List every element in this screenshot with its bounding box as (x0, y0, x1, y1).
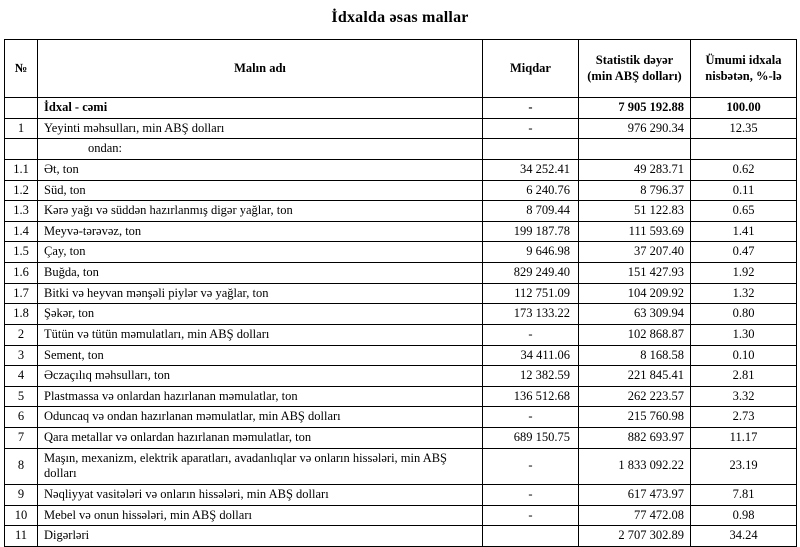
table-row (5, 159, 797, 180)
cell-statistical-value: 882 693.97 (579, 428, 691, 449)
cell-quantity: 136 512.68 (483, 386, 579, 407)
cell-statistical-value: 1 833 092.22 (579, 448, 691, 484)
cell-quantity: - (483, 324, 579, 345)
cell-row-number: 1.8 (5, 304, 38, 325)
cell-quantity: - (483, 448, 579, 484)
cell-statistical-value: 215 760.98 (579, 407, 691, 428)
cell-statistical-value: 7 905 192.88 (579, 98, 691, 119)
cell-share-percent: 23.19 (691, 448, 797, 484)
column-header-value: Statistik dəyər (min ABŞ dolları) (579, 40, 691, 98)
cell-goods-name: Ət, ton (38, 159, 483, 180)
cell-statistical-value: 151 427.93 (579, 263, 691, 284)
cell-quantity: 34 411.06 (483, 345, 579, 366)
cell-goods-name: Yeyinti məhsulları, min ABŞ dolları (38, 118, 483, 139)
column-header-name: Malın adı (38, 40, 483, 98)
cell-row-number: 1.5 (5, 242, 38, 263)
cell-row-number: 4 (5, 366, 38, 387)
cell-quantity: - (483, 98, 579, 119)
table-row (5, 304, 797, 325)
cell-statistical-value: 8 796.37 (579, 180, 691, 201)
cell-statistical-value: 111 593.69 (579, 221, 691, 242)
table-row (5, 448, 797, 484)
cell-quantity: 9 646.98 (483, 242, 579, 263)
cell-row-number: 1.3 (5, 201, 38, 222)
cell-goods-name: Mebel və onun hissələri, min ABŞ dolları (38, 505, 483, 526)
cell-share-percent: 11.17 (691, 428, 797, 449)
cell-goods-name: Kərə yağı və süddən hazırlanmış digər yağlar, ton (38, 201, 483, 222)
cell-goods-name: Buğda, ton (38, 263, 483, 284)
column-header-share: Ümumi idxala nisbətən, %-lə (691, 40, 797, 98)
cell-goods-name: Digərləri (38, 526, 483, 547)
cell-quantity: 689 150.75 (483, 428, 579, 449)
column-header-quantity: Miqdar (483, 40, 579, 98)
table-row (5, 283, 797, 304)
cell-statistical-value: 2 707 302.89 (579, 526, 691, 547)
cell-goods-name: Əczaçılıq məhsulları, ton (38, 366, 483, 387)
cell-share-percent: 0.11 (691, 180, 797, 201)
table-row (5, 139, 797, 160)
cell-statistical-value: 63 309.94 (579, 304, 691, 325)
cell-row-number: 7 (5, 428, 38, 449)
cell-statistical-value: 102 868.87 (579, 324, 691, 345)
column-header-no: № (5, 40, 38, 98)
cell-statistical-value: 77 472.08 (579, 505, 691, 526)
cell-share-percent: 1.32 (691, 283, 797, 304)
table-row (5, 324, 797, 345)
table-row (5, 242, 797, 263)
cell-share-percent: 1.30 (691, 324, 797, 345)
table-row (5, 118, 797, 139)
cell-quantity: 199 187.78 (483, 221, 579, 242)
cell-statistical-value: 617 473.97 (579, 484, 691, 505)
cell-share-percent: 0.98 (691, 505, 797, 526)
cell-row-number (5, 98, 38, 119)
table-header-row (5, 40, 797, 98)
cell-statistical-value: 37 207.40 (579, 242, 691, 263)
cell-goods-name: Süd, ton (38, 180, 483, 201)
cell-quantity (483, 139, 579, 160)
cell-share-percent: 0.10 (691, 345, 797, 366)
cell-row-number: 2 (5, 324, 38, 345)
cell-goods-name: Şəkər, ton (38, 304, 483, 325)
cell-statistical-value: 262 223.57 (579, 386, 691, 407)
table-row (5, 201, 797, 222)
table-row (5, 526, 797, 547)
cell-goods-name: Maşın, mexanizm, elektrik aparatları, avadanlıqlar və onların hissələri, min ABŞ dolları (38, 448, 483, 484)
cell-share-percent (691, 139, 797, 160)
cell-share-percent: 100.00 (691, 98, 797, 119)
cell-share-percent: 3.32 (691, 386, 797, 407)
cell-goods-name: Qara metallar və onlardan hazırlanan məmulatlar, ton (38, 428, 483, 449)
cell-share-percent: 34.24 (691, 526, 797, 547)
cell-row-number: 1.7 (5, 283, 38, 304)
cell-goods-name: Meyvə-tərəvəz, ton (38, 221, 483, 242)
cell-share-percent: 0.62 (691, 159, 797, 180)
cell-statistical-value: 221 845.41 (579, 366, 691, 387)
cell-row-number: 11 (5, 526, 38, 547)
document-page (0, 9, 800, 543)
table-row (5, 386, 797, 407)
cell-row-number (5, 139, 38, 160)
table-row (5, 428, 797, 449)
table-row (5, 263, 797, 284)
cell-goods-name: Tütün və tütün məmulatları, min ABŞ dolları (38, 324, 483, 345)
cell-row-number: 1 (5, 118, 38, 139)
table-row (5, 407, 797, 428)
cell-share-percent: 1.92 (691, 263, 797, 284)
cell-goods-name: Sement, ton (38, 345, 483, 366)
cell-row-number: 1.6 (5, 263, 38, 284)
cell-statistical-value: 976 290.34 (579, 118, 691, 139)
table-row (5, 180, 797, 201)
cell-goods-name: Çay, ton (38, 242, 483, 263)
cell-row-number: 9 (5, 484, 38, 505)
cell-quantity: - (483, 484, 579, 505)
cell-row-number: 3 (5, 345, 38, 366)
cell-share-percent: 0.65 (691, 201, 797, 222)
cell-share-percent: 1.41 (691, 221, 797, 242)
cell-row-number: 8 (5, 448, 38, 484)
cell-row-number: 10 (5, 505, 38, 526)
cell-statistical-value: 8 168.58 (579, 345, 691, 366)
cell-quantity: - (483, 407, 579, 428)
cell-row-number: 5 (5, 386, 38, 407)
cell-goods-name: ondan: (38, 139, 483, 160)
cell-share-percent: 2.81 (691, 366, 797, 387)
cell-statistical-value: 104 209.92 (579, 283, 691, 304)
cell-row-number: 1.4 (5, 221, 38, 242)
cell-share-percent: 12.35 (691, 118, 797, 139)
cell-goods-name: Nəqliyyat vasitələri və onların hissələri, min ABŞ dolları (38, 484, 483, 505)
cell-quantity: 34 252.41 (483, 159, 579, 180)
cell-goods-name: Oduncaq və ondan hazırlanan məmulatlar, min ABŞ dolları (38, 407, 483, 428)
cell-quantity: 829 249.40 (483, 263, 579, 284)
cell-statistical-value: 51 122.83 (579, 201, 691, 222)
cell-goods-name: Bitki və heyvan mənşəli piylər və yağlar, ton (38, 283, 483, 304)
cell-statistical-value (579, 139, 691, 160)
cell-quantity: 173 133.22 (483, 304, 579, 325)
table-row (5, 505, 797, 526)
table-row (5, 221, 797, 242)
table-row (5, 345, 797, 366)
table-row (5, 366, 797, 387)
cell-quantity: 112 751.09 (483, 283, 579, 304)
cell-row-number: 1.2 (5, 180, 38, 201)
cell-goods-name: Plastmassa və onlardan hazırlanan məmulatlar, ton (38, 386, 483, 407)
cell-row-number: 6 (5, 407, 38, 428)
table-row (5, 484, 797, 505)
cell-row-number: 1.1 (5, 159, 38, 180)
page-title: İdxalda əsas mallar (331, 9, 469, 26)
cell-quantity (483, 526, 579, 547)
cell-share-percent: 0.80 (691, 304, 797, 325)
cell-goods-name: İdxal - cəmi (38, 98, 483, 119)
cell-statistical-value: 49 283.71 (579, 159, 691, 180)
cell-quantity: 8 709.44 (483, 201, 579, 222)
cell-quantity: 12 382.59 (483, 366, 579, 387)
cell-quantity: - (483, 505, 579, 526)
imports-table (4, 39, 797, 547)
cell-share-percent: 0.47 (691, 242, 797, 263)
table-row (5, 98, 797, 119)
cell-quantity: 6 240.76 (483, 180, 579, 201)
cell-quantity: - (483, 118, 579, 139)
cell-share-percent: 7.81 (691, 484, 797, 505)
cell-share-percent: 2.73 (691, 407, 797, 428)
